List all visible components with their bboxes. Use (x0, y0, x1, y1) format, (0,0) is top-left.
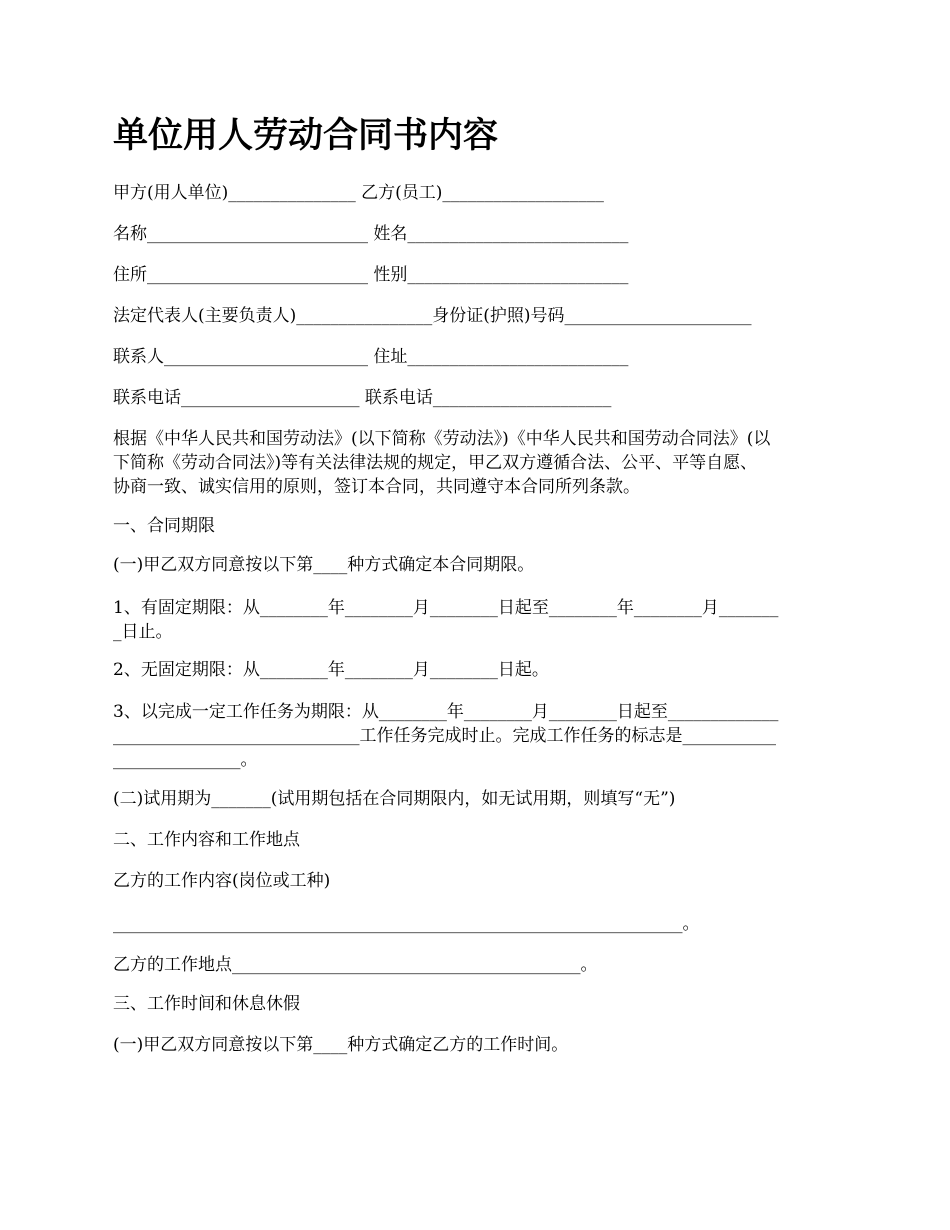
work-location-clause: 乙方的工作地点_________________________________________。 (113, 955, 598, 975)
task-term-line: _____________________________工作任务完成时止。完成工作任务的标志是___________ (113, 726, 776, 746)
preamble-line: 根据《中华人民共和国劳动法》(以下简称《劳动法》)《中华人民共和国劳动合同法》(以 (113, 429, 771, 449)
party-line-address-gender: 住所__________________________ 性别__________________________ (113, 265, 629, 285)
fixed-term-line: _日止。 (113, 622, 173, 642)
section-heading-work-content: 二、工作内容和工作地点 (113, 830, 300, 850)
party-line-phone: 联系电话_____________________ 联系电话_____________________ (113, 388, 612, 408)
section-heading-work-time: 三、工作时间和休息休假 (113, 994, 300, 1014)
party-line-employer-employee: 甲方(用人单位)_______________ 乙方(员工)___________________ (113, 183, 604, 203)
work-content-label: 乙方的工作内容(岗位或工种) (113, 871, 331, 891)
open-term-clause: 2、无固定期限：从________年________月________日起。 (113, 660, 549, 680)
fixed-term-clause (113, 596, 841, 644)
party-line-contact-residence: 联系人________________________ 住址__________________________ (113, 347, 629, 367)
document-title: 单位用人劳动合同书内容 (113, 115, 499, 156)
work-content-blank: ___________________________________________________________________。 (113, 914, 700, 934)
party-line-representative-id: 法定代表人(主要负责人)________________身份证(护照)号码______________________ (113, 306, 752, 326)
work-time-method-clause: (一)甲乙双方同意按以下第____种方式确定乙方的工作时间。 (113, 1035, 569, 1055)
preamble-line: 下简称《劳动合同法》)等有关法律法规的规定，甲乙双方遵循合法、公平、平等自愿、 (113, 453, 758, 473)
task-term-line: 3、以完成一定工作任务为期限：从________年________月________日起至_____________ (113, 702, 779, 722)
preamble-paragraph (113, 427, 841, 499)
task-term-line: _______________。 (113, 750, 258, 770)
section-heading-contract-term: 一、合同期限 (113, 516, 215, 536)
preamble-line: 协商一致、诚实信用的原则，签订本合同，共同遵守本合同所列条款。 (113, 477, 640, 497)
task-term-clause (113, 700, 841, 772)
party-line-name: 名称__________________________ 姓名__________________________ (113, 224, 629, 244)
term-method-clause: (一)甲乙双方同意按以下第____种方式确定本合同期限。 (113, 555, 535, 575)
fixed-term-line: 1、有固定期限：从________年________月________日起至________年________月_______ (113, 598, 779, 618)
probation-clause: (二)试用期为_______(试用期包括在合同期限内，如无试用期，则填写“无”) (113, 789, 676, 809)
